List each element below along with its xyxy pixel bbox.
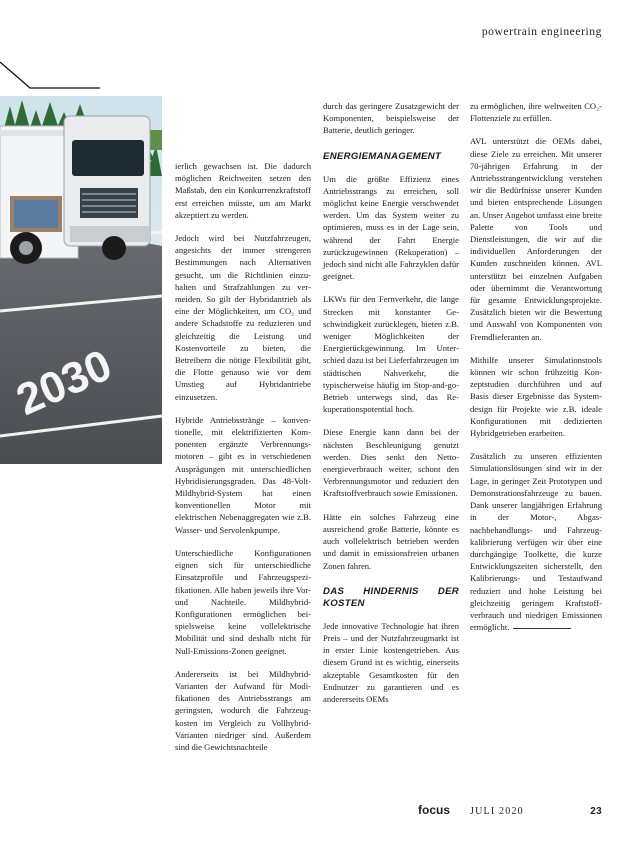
paragraph: durch das geringere Zusatzgewicht der Komponenten, beispielsweise der Batterie, deutlich geringer. xyxy=(323,101,459,136)
column-1 xyxy=(175,160,311,764)
road-marking-text: 2030 xyxy=(9,340,119,426)
paragraph: Hybride Antriebsstränge – konventionelle, mit elektrifizierten Komponenten ergänzte Verbrennungsmotoren – gibt es in verschiedenen Ausprägungen mit unterschiedlichen Hybridisierungsgraden. Das 48-Volt-Mildhybrid-System hat einen konventionellen Motor mit elektrischen Nebenaggregaten wie z.B. Wasser- und Servolenkpumpe. xyxy=(175,414,311,535)
page-number: 23 xyxy=(590,806,602,817)
column-3 xyxy=(470,100,602,644)
truck-photo xyxy=(0,96,162,464)
paragraph: AVL unterstützt die OEMs dabei, diese Ziele zu erreichen. Mit unserer 70-jährigen Erfahrung in der Antriebsstrangentwicklung verstehen wir die Bedürfnisse unserer Kunden und bieten entsprechende Lösungen an. Unser Angebot umfasst eine breite Palette von Tools und Dienstleistungen, die wir auf die individuellen Anforderungen der Kunden zuschneiden können. AVL unterstützt bei einzelnen Aufgaben oder übernimmt die Verantwortung für gesamte Entwicklungsprojekte. Zusätzlich bieten wir die Bewertung und Auswahl von Komponenten von Fremdlieferanten an. xyxy=(470,136,602,342)
magazine-logo: focus xyxy=(418,803,451,817)
paragraph: zu ermöglichen, ihre weltweiten CO₂-Flottenziele zu erfüllen. xyxy=(470,101,602,124)
issue-date: JULI 2020 xyxy=(470,806,524,817)
paragraph-last xyxy=(470,450,602,633)
paragraph-text: Zusätzlich zu unseren effizienten Simulationslösungen sind wir in der Lage, in geringer Zeit Prototypen und Demonstrationsfahrzeuge zu bauen. Dank unserer langjährigen Erfahrung in der Motor-, Abgasnachbehandlungs- und Fahrzeugkalibrierung verfügen wir über eine durchgängige Toolkette, die kurze Entwicklungszeiten sicherstellt, den Kalibrierungs- und Testaufwand reduziert und hohe Leistung bei gleichzeitig geringem Kraftstoffverbrauch und niedrigen Emissionen ermöglicht. xyxy=(470,451,602,633)
subheading-energy-management: ENERGIEMANAGEMENT xyxy=(323,150,442,162)
end-rule xyxy=(513,628,571,629)
subheading-cost-obstacle: DAS HINDERNIS DER KOSTEN xyxy=(323,585,459,609)
paragraph: ierlich gewachsen ist. Die dadurch möglichen Reichweiten setzen den Maßstab, den ein Konkurrenzkraftstoff erst erreichen müsste, um am Markt akzeptiert zu werden. xyxy=(175,161,311,220)
paragraph: Jedoch wird bei Nutzfahrzeugen, angesichts der immer strengeren Bestimmungen nach Alternativen gesucht, um die Richtlinien einzuhalten und Strafzahlungen zu vermeiden. So gilt der Hybridantrieb als eine der Möglichkeiten, um CO₂ und andere Schadstoffe zu reduzieren und gleichzeitig die Leistung und Kostenvorteile zu bieten, die Betreibern die nötige Flexibilität gibt, die Flotte genauso wie vor dem Umstieg auf Hybridantriebe einzusetzen. xyxy=(175,233,311,402)
paragraph: Unterschiedliche Konfigurationen eignen sich für unterschiedliche Einsatzprofile und Fahrzeugspezifikationen. Alle haben jeweils ihre Vor- und Nachteile. Mildhybrid-Konfigurationen ermöglichen beispielsweise keine vollelektrische Mobilität und sind deshalb nicht für Null-Emissions-Zonen geeignet. xyxy=(175,547,311,656)
paragraph: Andererseits ist bei Mildhybrid-Varianten der Aufwand für Modifikationen des Antriebsstrangs am geringsten, wodurch die Fahrzeugkosten im Vergleich zu Vollhybrid-Varianten niedriger sind. Außerdem sind die Gewichtsnachteile xyxy=(175,668,311,752)
paragraph: Hätte ein solches Fahrzeug eine ausreichend große Batterie, könnte es auch vollelektrisch betrieben werden und damit in emissionsfreien urbanen Zonen fahren. xyxy=(323,511,459,571)
section-header: powertrain engineering xyxy=(481,26,602,38)
paragraph: Mithilfe unserer Simulationstools können wir schon frühzeitig Konzeptstudien durchführen und auf Basis dieser Ergebnisse das Systemdesign für Projekte wie z.B. ideale Konfigurationen mit dedizierten Hybridgetrieben erarbeiten. xyxy=(470,354,602,439)
corner-decoration xyxy=(0,0,110,95)
paragraph: Diese Energie kann dann bei der nächsten Beschleunigung genutzt werden. Dies senkt den Nettoenergieverbrauch weiter, schont den Verbrennungsmotor und reduziert den Kraftstoffverbrauch sowie Emissionen. xyxy=(323,427,459,499)
paragraph: Jede innovative Technologie hat ihren Preis – und der Nutzfahrzeugmarkt ist in erster Linie kostengetrieben. Aus diesem Grund ist es wichtig, einerseits akzeptable Gesamtkosten für den Endnutzer zu garantieren und es andererseits OEMs xyxy=(323,620,459,704)
column-2 xyxy=(323,100,459,716)
paragraph: LKWs für den Fernverkehr, die lange Strecken mit konstanter Geschwindigkeit zurücklegen, bieten z.B. weniger Möglichkeiten der Energierückgewinnung. Im Unterschied dazu ist bei Lieferfahrzeugen im städtischen Nahverkehr, die typischerweise häufig im Stop-and-go-Betrieb unterwegs sind, das Rekuperationspotential hoch. xyxy=(323,294,459,415)
paragraph: Um die größte Effizienz eines Antriebsstrangs zu erreichen, soll möglichst keine Energie verschwendet werden. Um das System weiter zu optimieren, muss es in der Lage sein, während der Fahrt Energie zurückzugewinnen (Rekuperation) – jedoch sind nicht alle Fahrzyklen dafür geeignet. xyxy=(323,173,459,282)
